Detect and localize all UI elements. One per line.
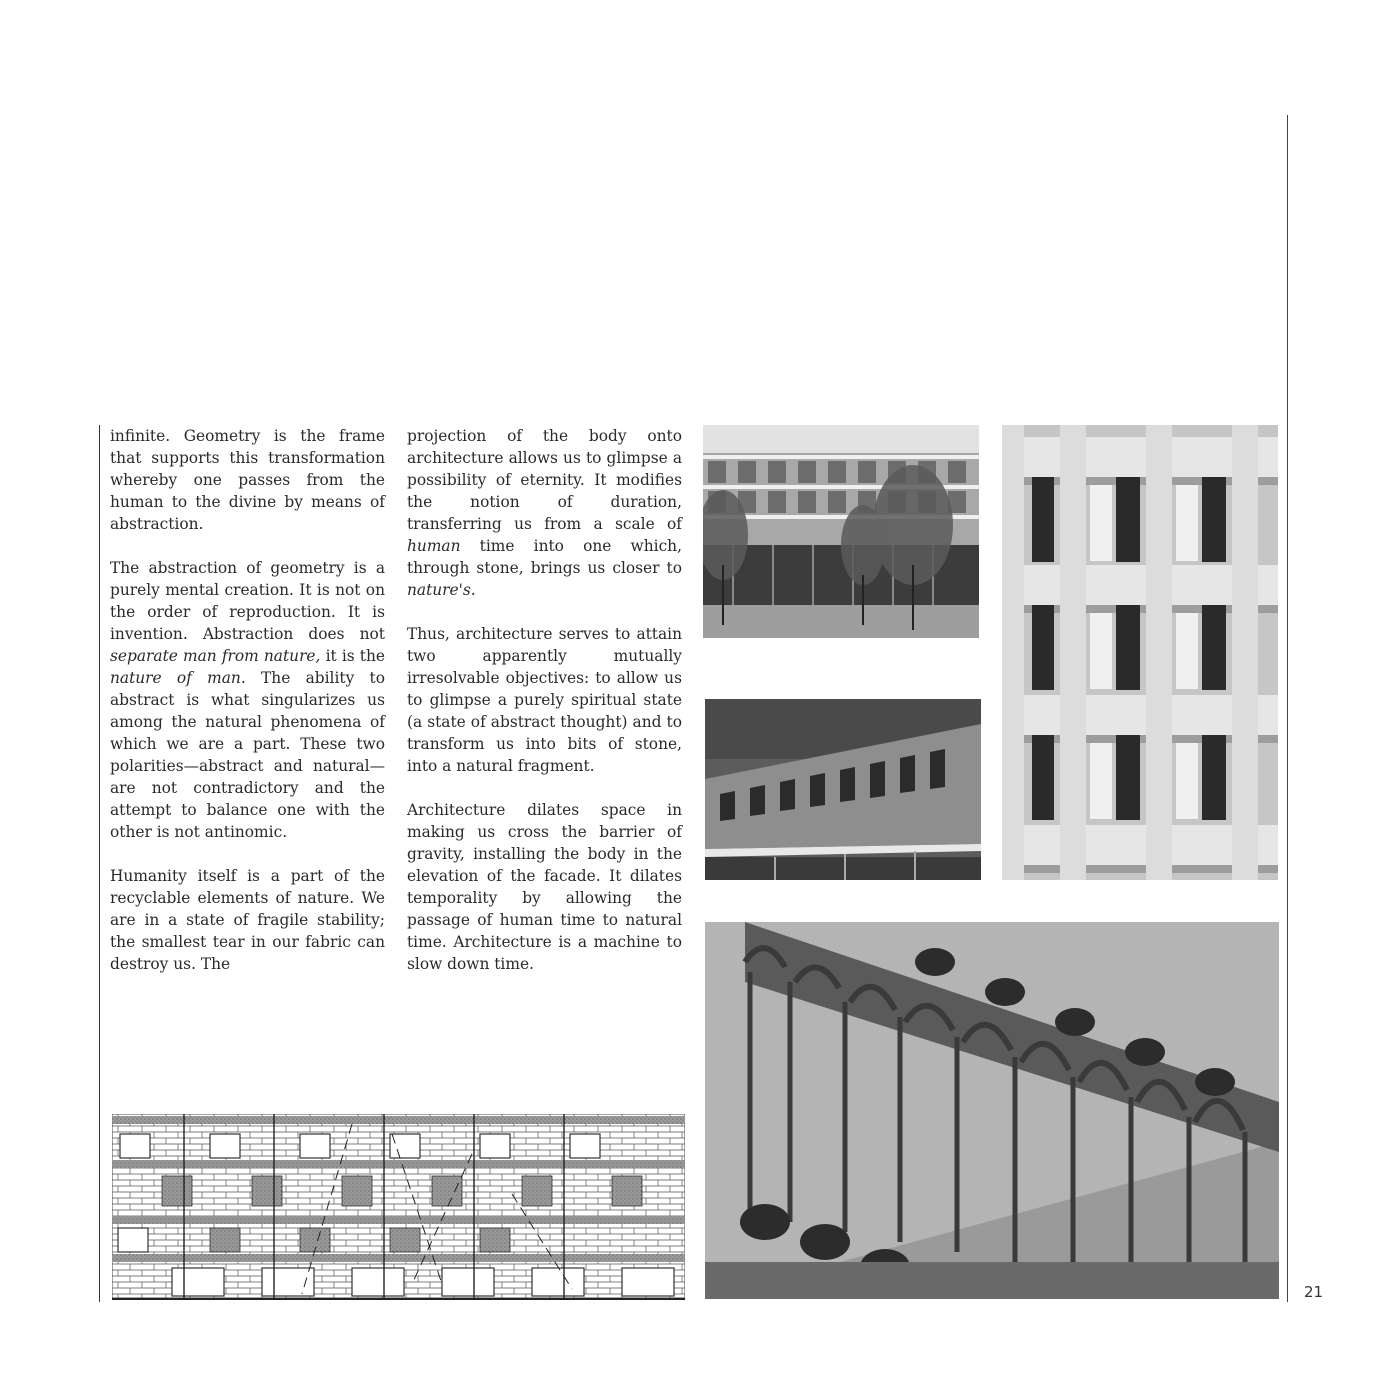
paragraph: Thus, architecture serves to attain two apparently mutually irresolvable objectives: to allow us to glimpse a purely spiritual state (a state of abstract thought) and to transform us into bits of stone, into a natural fragment. (407, 625, 682, 775)
paragraph (407, 425, 682, 601)
left-margin-rule (99, 425, 100, 1302)
text-column-1 (110, 425, 385, 997)
photo-gothic-arcade (705, 922, 1279, 1299)
italic-text: human (407, 537, 461, 555)
text-run: projection of the body onto architecture allows us to glimpse a possibility of eternity. It modifies the notion of duration, transferring us from a scale of (407, 427, 682, 533)
italic-text: nature's. (407, 581, 476, 599)
text-run: The abstraction of geometry is a purely mental creation. It is not on the order of reproduction. It is invention. Abstraction does not (110, 559, 385, 643)
photo-facade-grid (1002, 425, 1278, 880)
text-run: The ability to abstract is what singularizes us among the natural phenomena of which we are a part. These two polarities—abstract and natural—are not contradictory and the attempt to balance one with the other is not antinomic. (110, 669, 385, 841)
elevation-drawing (112, 1114, 685, 1298)
paragraph (110, 557, 385, 843)
text-run: it is the (320, 647, 385, 665)
italic-text: nature of man. (110, 669, 246, 687)
photo-building-courtyard (703, 425, 979, 638)
paragraph: infinite. Geometry is the frame that supports this transformation whereby one passes from the human to the divine by means of abstraction. (110, 427, 385, 533)
italic-text: separate man from nature, (110, 647, 321, 665)
text-column-2 (407, 425, 682, 997)
bottom-rule (112, 1298, 685, 1300)
right-margin-rule (1287, 115, 1288, 1302)
photo-stone-facade (705, 699, 981, 880)
paragraph: Architecture dilates space in making us cross the barrier of gravity, installing the body in the elevation of the facade. It dilates temporality by allowing the passage of human time to natural time. Architecture is a machine to slow down time. (407, 801, 682, 973)
paragraph: Humanity itself is a part of the recyclable elements of nature. We are in a state of fragile stability; the smallest tear in our fabric can destroy us. The (110, 867, 385, 973)
text-run: time into one which, through stone, brings us closer to (407, 537, 682, 577)
page-number: 21 (1304, 1283, 1324, 1301)
